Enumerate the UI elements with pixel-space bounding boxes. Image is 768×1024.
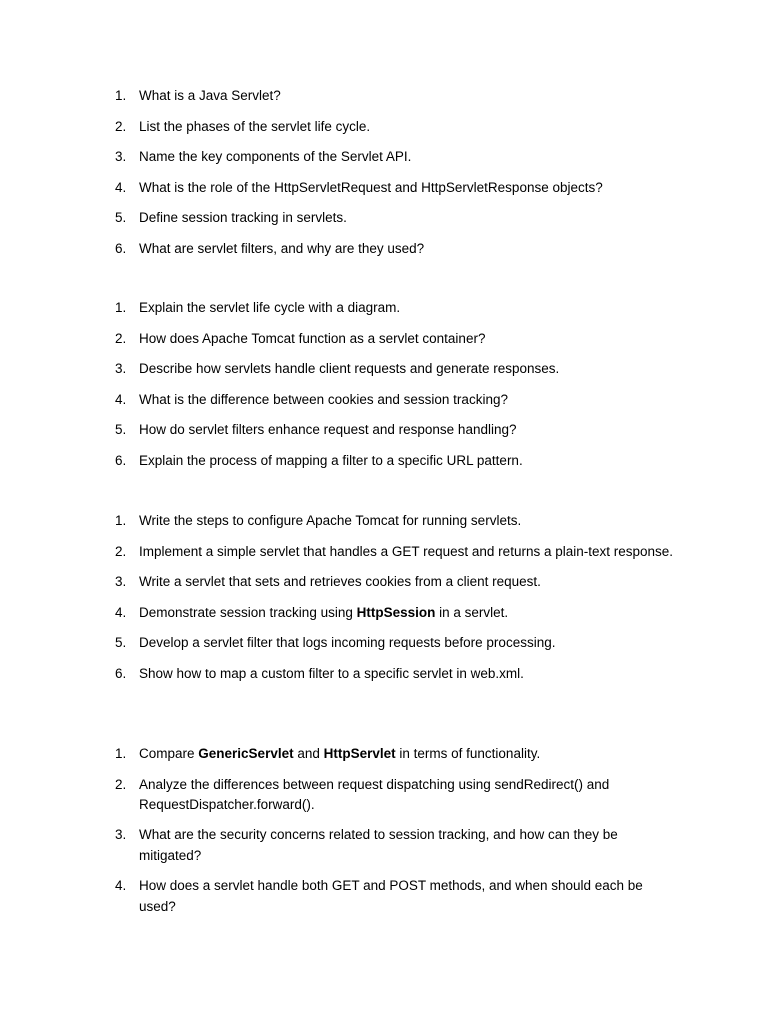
item-number: 2. <box>115 330 127 346</box>
item-number: 1. <box>115 300 127 315</box>
item-number: 3. <box>115 574 127 590</box>
text-run: and <box>293 746 324 761</box>
question-list-3 <box>0 511 768 695</box>
text-run: Implement a simple servlet that handles a GET request and returns a plain-text response. <box>139 543 674 559</box>
item-number: 4. <box>115 604 127 620</box>
text-run: Write the steps to configure Apache Tomcat for running servlets. <box>139 513 522 528</box>
item-number: 3. <box>115 827 127 843</box>
item-number: 6. <box>115 665 127 681</box>
text-run: Describe how servlets handle client requests and generate responses. <box>139 361 560 377</box>
question-list-4 <box>0 744 768 927</box>
text-run: What are servlet filters, and why are they used? <box>139 240 425 256</box>
list-item <box>0 420 768 440</box>
text-run: How does a servlet handle both GET and POST methods, and when should each be used? <box>139 878 643 914</box>
text-run: Write a servlet that sets and retrieves cookies from a client request. <box>139 574 541 590</box>
list-item <box>0 178 768 198</box>
text-run: List the phases of the servlet life cycle. <box>139 118 371 134</box>
text-run: in terms of functionality. <box>395 746 541 761</box>
question-text <box>139 511 679 531</box>
question-text <box>139 239 679 259</box>
list-item <box>0 633 768 653</box>
list-item <box>0 775 768 816</box>
text-run: How do servlet filters enhance request and response handling? <box>139 422 517 438</box>
item-number: 5. <box>115 635 127 651</box>
text-run: Demonstrate session tracking using <box>139 604 357 620</box>
item-number: 4. <box>115 878 127 894</box>
item-number: 2. <box>115 776 127 792</box>
question-text <box>139 178 679 198</box>
question-list-1 <box>0 86 768 270</box>
list-item <box>0 603 768 623</box>
item-number: 5. <box>115 210 127 226</box>
question-text <box>139 147 679 167</box>
list-item <box>0 876 768 917</box>
list-item <box>0 117 768 137</box>
text-run: Develop a servlet filter that logs incoming requests before processing. <box>139 635 556 651</box>
text-run: Analyze the differences between request dispatching using sendRedirect() and RequestDispatcher.forward(). <box>139 776 610 812</box>
question-list-2 <box>0 298 768 482</box>
text-run: What are the security concerns related to session tracking, and how can they be mitigated? <box>139 827 618 863</box>
item-number: 3. <box>115 361 127 377</box>
question-text <box>139 298 679 318</box>
text-run: What is a Java Servlet? <box>139 88 281 103</box>
list-item <box>0 147 768 167</box>
question-text <box>139 420 679 440</box>
bold-term: HttpServlet <box>323 746 396 761</box>
item-number: 1. <box>115 513 127 528</box>
item-number: 4. <box>115 391 127 407</box>
text-run: How does Apache Tomcat function as a servlet container? <box>139 330 486 346</box>
list-item <box>0 298 768 318</box>
question-text <box>139 390 679 410</box>
question-text <box>139 451 679 471</box>
question-text <box>139 825 679 866</box>
list-item <box>0 329 768 349</box>
text-run: What is the difference between cookies and session tracking? <box>139 391 508 407</box>
question-text <box>139 775 679 816</box>
question-text <box>139 208 679 228</box>
list-item <box>0 744 768 764</box>
bold-term: GenericServlet <box>198 746 294 761</box>
question-text <box>139 572 679 592</box>
list-item <box>0 359 768 379</box>
list-item <box>0 451 768 471</box>
item-number: 4. <box>115 179 127 195</box>
item-number: 5. <box>115 422 127 438</box>
item-number: 6. <box>115 240 127 256</box>
text-run: Compare <box>139 746 199 761</box>
question-text <box>139 86 679 106</box>
text-run: in a servlet. <box>435 604 509 620</box>
item-number: 1. <box>115 746 127 761</box>
list-item <box>0 390 768 410</box>
list-item <box>0 664 768 684</box>
question-text <box>139 876 679 917</box>
text-run: Explain the servlet life cycle with a diagram. <box>139 300 401 315</box>
item-number: 2. <box>115 543 127 559</box>
question-text <box>139 542 679 562</box>
text-run: Explain the process of mapping a filter to a specific URL pattern. <box>139 452 523 468</box>
item-number: 1. <box>115 88 127 103</box>
text-run: Define session tracking in servlets. <box>139 210 347 226</box>
item-number: 3. <box>115 149 127 165</box>
item-number: 2. <box>115 118 127 134</box>
item-number: 6. <box>115 452 127 468</box>
list-item <box>0 825 768 866</box>
question-text <box>139 664 679 684</box>
list-item <box>0 572 768 592</box>
text-run: Show how to map a custom filter to a specific servlet in web.xml. <box>139 665 524 681</box>
bold-term: HttpSession <box>356 604 436 620</box>
list-item <box>0 542 768 562</box>
text-run: What is the role of the HttpServletRequest and HttpServletResponse objects? <box>139 179 603 195</box>
question-text <box>139 359 679 379</box>
question-text <box>139 117 679 137</box>
text-run: Name the key components of the Servlet API. <box>139 149 412 165</box>
list-item <box>0 239 768 259</box>
question-text <box>139 744 679 764</box>
list-item <box>0 86 768 106</box>
list-item <box>0 208 768 228</box>
question-text <box>139 329 679 349</box>
question-text <box>139 603 679 623</box>
question-text <box>139 633 679 653</box>
list-item <box>0 511 768 531</box>
